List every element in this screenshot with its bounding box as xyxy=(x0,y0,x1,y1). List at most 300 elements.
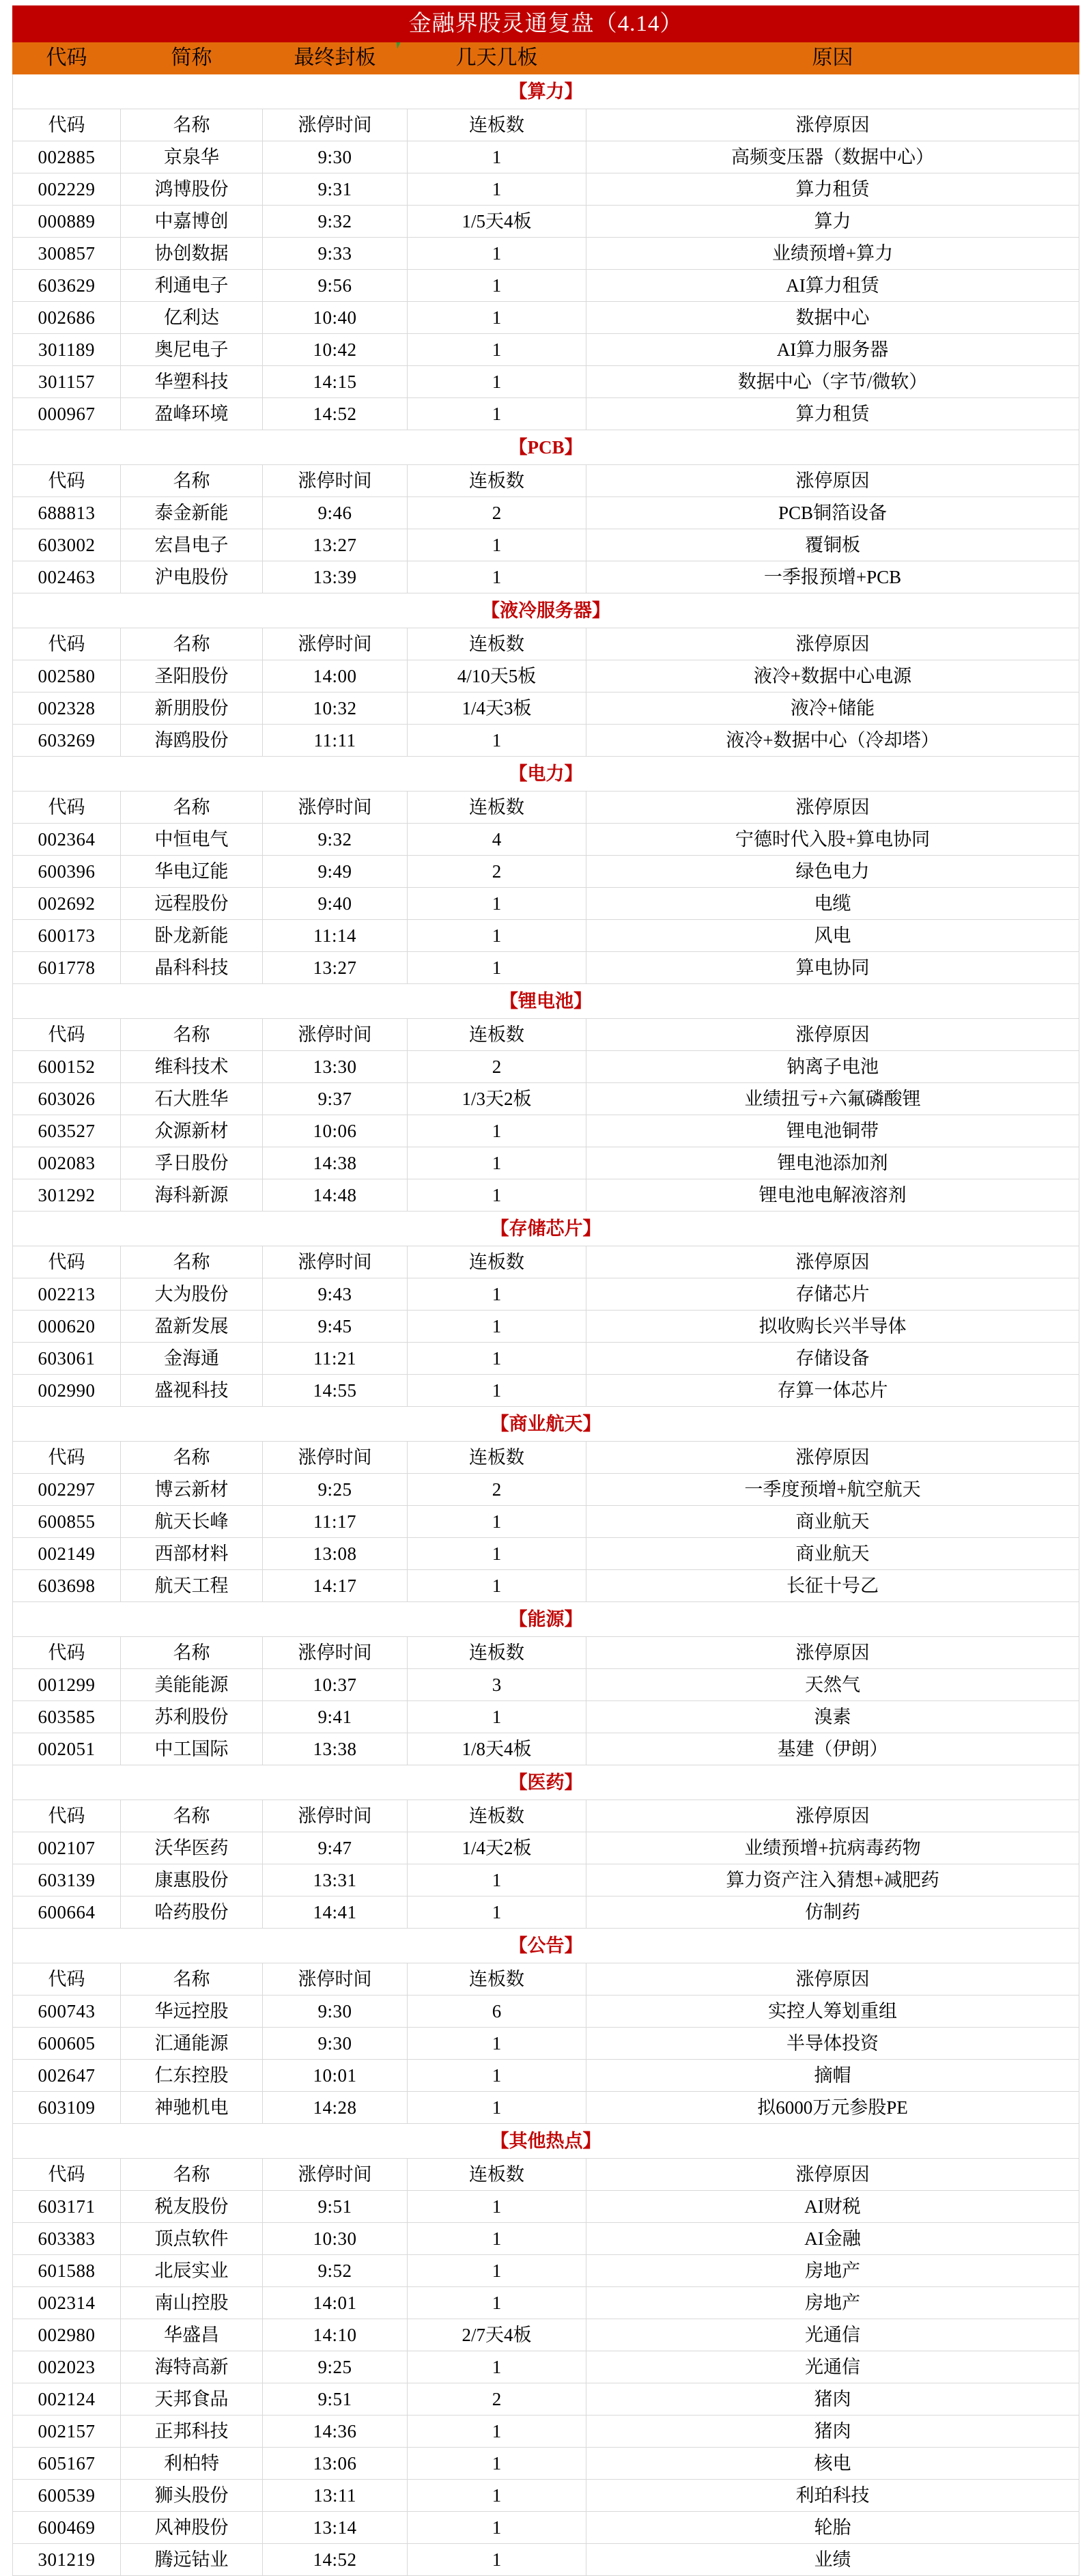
subheader-name: 名称 xyxy=(121,1963,263,1996)
subheader-reason: 涨停原因 xyxy=(586,2159,1079,2191)
table-row[interactable] xyxy=(13,366,1079,398)
section-title: 【锂电池】 xyxy=(13,984,1079,1019)
table-row[interactable] xyxy=(13,2351,1079,2383)
stock-name: 沪电股份 xyxy=(121,561,263,593)
limit-up-reason: 一季度预增+航空航天 xyxy=(586,1474,1079,1506)
green-flag-icon xyxy=(396,42,403,49)
consecutive-boards: 1 xyxy=(408,1179,586,1212)
limit-up-reason: 猪肉 xyxy=(586,2416,1079,2448)
stock-code: 002647 xyxy=(13,2060,121,2092)
table-row[interactable] xyxy=(13,1864,1079,1896)
limit-up-time: 14:10 xyxy=(263,2319,408,2351)
stock-name: 美能能源 xyxy=(121,1669,263,1701)
consecutive-boards: 1 xyxy=(408,888,586,920)
stock-code: 002980 xyxy=(13,2319,121,2351)
table-row[interactable] xyxy=(13,1278,1079,1311)
consecutive-boards: 1 xyxy=(408,270,586,302)
limit-up-time: 14:52 xyxy=(263,398,408,430)
table-row[interactable] xyxy=(13,206,1079,238)
limit-up-reason: 利珀科技 xyxy=(586,2480,1079,2512)
table-row[interactable] xyxy=(13,2480,1079,2512)
table-row[interactable] xyxy=(13,888,1079,920)
table-row[interactable] xyxy=(13,1832,1079,1864)
subheader-streak: 连板数 xyxy=(408,465,586,497)
consecutive-boards: 1 xyxy=(408,2060,586,2092)
stock-name: 宏昌电子 xyxy=(121,529,263,561)
limit-up-reason: 覆铜板 xyxy=(586,529,1079,561)
consecutive-boards: 1 xyxy=(408,2544,586,2576)
stock-code: 002990 xyxy=(13,1375,121,1407)
table-row[interactable] xyxy=(13,1669,1079,1701)
stock-name: 金海通 xyxy=(121,1343,263,1375)
table-row[interactable] xyxy=(13,1083,1079,1115)
table-row[interactable] xyxy=(13,2287,1079,2319)
limit-up-time: 9:32 xyxy=(263,824,408,856)
consecutive-boards: 1 xyxy=(408,1115,586,1147)
table-row[interactable] xyxy=(13,1179,1079,1212)
stock-name: 哈药股份 xyxy=(121,1896,263,1929)
stock-name: 华电辽能 xyxy=(121,856,263,888)
table-row[interactable] xyxy=(13,1343,1079,1375)
limit-up-time: 13:06 xyxy=(263,2448,408,2480)
stock-name: 腾远钴业 xyxy=(121,2544,263,2576)
consecutive-boards: 1 xyxy=(408,334,586,366)
consecutive-boards: 2 xyxy=(408,497,586,529)
subheader-reason: 涨停原因 xyxy=(586,109,1079,141)
table-row[interactable] xyxy=(13,561,1079,593)
stock-code: 603698 xyxy=(13,1570,121,1602)
section-subheader-row xyxy=(13,792,1079,824)
table-row[interactable] xyxy=(13,2191,1079,2223)
stock-code: 000889 xyxy=(13,206,121,238)
stock-name: 泰金新能 xyxy=(121,497,263,529)
subheader-name: 名称 xyxy=(121,1637,263,1669)
limit-up-reason: 一季报预增+PCB xyxy=(586,561,1079,593)
subheader-streak: 连板数 xyxy=(408,109,586,141)
limit-up-time: 10:37 xyxy=(263,1669,408,1701)
limit-up-time: 11:17 xyxy=(263,1506,408,1538)
limit-up-time: 9:43 xyxy=(263,1278,408,1311)
limit-up-time: 14:17 xyxy=(263,1570,408,1602)
section-subheader-row xyxy=(13,628,1079,660)
stock-name: 西部材料 xyxy=(121,1538,263,1570)
subheader-streak: 连板数 xyxy=(408,1246,586,1278)
stock-name: 中工国际 xyxy=(121,1733,263,1765)
section-title-row xyxy=(13,1765,1079,1800)
subheader-code: 代码 xyxy=(13,1246,121,1278)
limit-up-reason: 实控人筹划重组 xyxy=(586,1996,1079,2028)
limit-up-reason: 光通信 xyxy=(586,2319,1079,2351)
limit-up-reason: 房地产 xyxy=(586,2287,1079,2319)
stock-name: 航天长峰 xyxy=(121,1506,263,1538)
limit-up-time: 9:41 xyxy=(263,1701,408,1733)
section-subheader-row xyxy=(13,1246,1079,1278)
stock-code: 002692 xyxy=(13,888,121,920)
subheader-streak: 连板数 xyxy=(408,1637,586,1669)
consecutive-boards: 1 xyxy=(408,529,586,561)
stock-name: 京泉华 xyxy=(121,141,263,173)
master-header-row xyxy=(13,42,1079,74)
consecutive-boards: 1 xyxy=(408,366,586,398)
subheader-reason: 涨停原因 xyxy=(586,792,1079,824)
table-row[interactable] xyxy=(13,529,1079,561)
table-row[interactable] xyxy=(13,1996,1079,2028)
consecutive-boards: 1 xyxy=(408,2028,586,2060)
subheader-time: 涨停时间 xyxy=(263,465,408,497)
limit-up-time: 14:28 xyxy=(263,2092,408,2124)
limit-up-reason: 算电协同 xyxy=(586,952,1079,984)
table-row[interactable] xyxy=(13,692,1079,725)
table-row[interactable] xyxy=(13,2255,1079,2287)
limit-up-reason: 商业航天 xyxy=(586,1506,1079,1538)
table-row[interactable] xyxy=(13,1375,1079,1407)
subheader-code: 代码 xyxy=(13,1963,121,1996)
consecutive-boards: 1 xyxy=(408,1538,586,1570)
table-row[interactable] xyxy=(13,2383,1079,2416)
limit-up-time: 10:32 xyxy=(263,692,408,725)
section-subheader-row xyxy=(13,109,1079,141)
limit-up-time: 9:33 xyxy=(263,238,408,270)
stock-name: 航天工程 xyxy=(121,1570,263,1602)
stock-code: 000967 xyxy=(13,398,121,430)
table-row[interactable] xyxy=(13,2416,1079,2448)
consecutive-boards: 3 xyxy=(408,1669,586,1701)
stock-code: 002364 xyxy=(13,824,121,856)
table-row[interactable] xyxy=(13,725,1079,757)
stock-name: 孚日股份 xyxy=(121,1147,263,1179)
table-row[interactable] xyxy=(13,497,1079,529)
consecutive-boards: 1 xyxy=(408,1570,586,1602)
section-title-row xyxy=(13,2124,1079,2159)
limit-up-time: 13:08 xyxy=(263,1538,408,1570)
stock-code: 600152 xyxy=(13,1051,121,1083)
consecutive-boards: 1 xyxy=(408,952,586,984)
table-row[interactable] xyxy=(13,334,1079,366)
subheader-time: 涨停时间 xyxy=(263,628,408,660)
subheader-code: 代码 xyxy=(13,792,121,824)
section-title-row xyxy=(13,1212,1079,1246)
stock-code: 002229 xyxy=(13,173,121,206)
stock-name: 晶科科技 xyxy=(121,952,263,984)
limit-up-time: 9:46 xyxy=(263,497,408,529)
limit-up-reason: 商业航天 xyxy=(586,1538,1079,1570)
consecutive-boards: 1 xyxy=(408,725,586,757)
limit-up-reason: 业绩 xyxy=(586,2544,1079,2576)
limit-up-reason: 光通信 xyxy=(586,2351,1079,2383)
consecutive-boards: 1 xyxy=(408,2287,586,2319)
limit-up-time: 10:30 xyxy=(263,2223,408,2255)
limit-up-time: 9:56 xyxy=(263,270,408,302)
section-title: 【其他热点】 xyxy=(13,2124,1079,2159)
limit-up-time: 14:15 xyxy=(263,366,408,398)
section-title: 【电力】 xyxy=(13,757,1079,792)
limit-up-reason: 液冷+储能 xyxy=(586,692,1079,725)
table-row[interactable] xyxy=(13,2092,1079,2124)
stock-code: 600605 xyxy=(13,2028,121,2060)
stock-name: 华塑科技 xyxy=(121,366,263,398)
table-row[interactable] xyxy=(13,1896,1079,1929)
stock-code: 603269 xyxy=(13,725,121,757)
subheader-reason: 涨停原因 xyxy=(586,1019,1079,1051)
subheader-time: 涨停时间 xyxy=(263,1442,408,1474)
stock-name: 康惠股份 xyxy=(121,1864,263,1896)
stock-code: 002213 xyxy=(13,1278,121,1311)
table-row[interactable] xyxy=(13,1147,1079,1179)
limit-up-reason: AI金融 xyxy=(586,2223,1079,2255)
stock-name: 盈新发展 xyxy=(121,1311,263,1343)
stock-code: 301219 xyxy=(13,2544,121,2576)
subheader-name: 名称 xyxy=(121,1246,263,1278)
stock-code: 603139 xyxy=(13,1864,121,1896)
subheader-code: 代码 xyxy=(13,2159,121,2191)
consecutive-boards: 2 xyxy=(408,856,586,888)
limit-up-reason: 锂电池铜带 xyxy=(586,1115,1079,1147)
section-subheader-row xyxy=(13,1637,1079,1669)
stock-code: 600743 xyxy=(13,1996,121,2028)
subheader-code: 代码 xyxy=(13,1442,121,1474)
stock-name: 仁东控股 xyxy=(121,2060,263,2092)
section-subheader-row xyxy=(13,1019,1079,1051)
consecutive-boards: 2 xyxy=(408,2383,586,2416)
limit-up-time: 13:27 xyxy=(263,952,408,984)
subheader-name: 名称 xyxy=(121,628,263,660)
stock-name: 苏利股份 xyxy=(121,1701,263,1733)
table-row[interactable] xyxy=(13,1701,1079,1733)
subheader-time: 涨停时间 xyxy=(263,1963,408,1996)
consecutive-boards: 1 xyxy=(408,561,586,593)
limit-up-time: 9:31 xyxy=(263,173,408,206)
limit-up-reason: 存储芯片 xyxy=(586,1278,1079,1311)
stock-code: 301189 xyxy=(13,334,121,366)
limit-up-time: 14:41 xyxy=(263,1896,408,1929)
consecutive-boards: 1 xyxy=(408,398,586,430)
subheader-reason: 涨停原因 xyxy=(586,628,1079,660)
table-row[interactable] xyxy=(13,1051,1079,1083)
stock-code: 301292 xyxy=(13,1179,121,1212)
consecutive-boards: 1 xyxy=(408,2416,586,2448)
table-row[interactable] xyxy=(13,1538,1079,1570)
section-title-row xyxy=(13,1407,1079,1442)
limit-up-reason: 拟6000万元参股PE xyxy=(586,2092,1079,2124)
subheader-streak: 连板数 xyxy=(408,1442,586,1474)
limit-up-reason: AI算力服务器 xyxy=(586,334,1079,366)
table-row[interactable] xyxy=(13,173,1079,206)
stock-name: 税友股份 xyxy=(121,2191,263,2223)
limit-up-time: 9:45 xyxy=(263,1311,408,1343)
subheader-name: 名称 xyxy=(121,465,263,497)
sheet-title-row xyxy=(13,6,1079,42)
stock-code: 002124 xyxy=(13,2383,121,2416)
table-row[interactable] xyxy=(13,398,1079,430)
stock-code: 600855 xyxy=(13,1506,121,1538)
subheader-code: 代码 xyxy=(13,465,121,497)
consecutive-boards: 4 xyxy=(408,824,586,856)
section-title-row xyxy=(13,430,1079,465)
table-row[interactable] xyxy=(13,1474,1079,1506)
consecutive-boards: 1 xyxy=(408,920,586,952)
subheader-name: 名称 xyxy=(121,792,263,824)
limit-up-reason: 轮胎 xyxy=(586,2512,1079,2544)
table-row[interactable] xyxy=(13,238,1079,270)
limit-up-time: 14:36 xyxy=(263,2416,408,2448)
stock-code: 002297 xyxy=(13,1474,121,1506)
limit-up-time: 9:47 xyxy=(263,1832,408,1864)
stock-code: 601588 xyxy=(13,2255,121,2287)
subheader-reason: 涨停原因 xyxy=(586,465,1079,497)
stock-code: 603629 xyxy=(13,270,121,302)
limit-up-reason: 天然气 xyxy=(586,1669,1079,1701)
consecutive-boards: 2 xyxy=(408,1474,586,1506)
section-subheader-row xyxy=(13,2159,1079,2191)
stock-code: 301157 xyxy=(13,366,121,398)
table-row[interactable] xyxy=(13,952,1079,984)
stock-code: 688813 xyxy=(13,497,121,529)
table-row[interactable] xyxy=(13,141,1079,173)
table-row[interactable] xyxy=(13,856,1079,888)
limit-up-time: 13:31 xyxy=(263,1864,408,1896)
table-row[interactable] xyxy=(13,2512,1079,2544)
limit-up-time: 9:52 xyxy=(263,2255,408,2287)
table-row[interactable] xyxy=(13,2319,1079,2351)
master-header-reason: 原因 xyxy=(586,42,1079,74)
subheader-streak: 连板数 xyxy=(408,2159,586,2191)
limit-up-time: 9:32 xyxy=(263,206,408,238)
subheader-reason: 涨停原因 xyxy=(586,1963,1079,1996)
limit-up-reason: 算力资产注入猜想+减肥药 xyxy=(586,1864,1079,1896)
table-row[interactable] xyxy=(13,1311,1079,1343)
table-row[interactable] xyxy=(13,2060,1079,2092)
consecutive-boards: 1/4天3板 xyxy=(408,692,586,725)
stock-code: 300857 xyxy=(13,238,121,270)
consecutive-boards: 1 xyxy=(408,2351,586,2383)
limit-up-time: 9:51 xyxy=(263,2191,408,2223)
stock-name: 正邦科技 xyxy=(121,2416,263,2448)
master-header-name: 简称 xyxy=(121,42,263,74)
limit-up-time: 9:30 xyxy=(263,141,408,173)
table-row[interactable] xyxy=(13,270,1079,302)
section-title-row xyxy=(13,1602,1079,1637)
stock-name: 众源新材 xyxy=(121,1115,263,1147)
stock-code: 600539 xyxy=(13,2480,121,2512)
limit-up-time: 9:49 xyxy=(263,856,408,888)
stock-name: 狮头股份 xyxy=(121,2480,263,2512)
limit-up-time: 13:30 xyxy=(263,1051,408,1083)
stock-code: 603171 xyxy=(13,2191,121,2223)
stock-code: 603585 xyxy=(13,1701,121,1733)
limit-up-reason: 绿色电力 xyxy=(586,856,1079,888)
stock-code: 002023 xyxy=(13,2351,121,2383)
subheader-code: 代码 xyxy=(13,1637,121,1669)
stock-name: 奥尼电子 xyxy=(121,334,263,366)
limit-up-reason: 宁德时代入股+算电协同 xyxy=(586,824,1079,856)
consecutive-boards: 1 xyxy=(408,2512,586,2544)
stock-name: 风神股份 xyxy=(121,2512,263,2544)
consecutive-boards: 1/8天4板 xyxy=(408,1733,586,1765)
consecutive-boards: 1 xyxy=(408,1375,586,1407)
subheader-streak: 连板数 xyxy=(408,628,586,660)
subheader-name: 名称 xyxy=(121,1019,263,1051)
limit-up-time: 9:51 xyxy=(263,2383,408,2416)
consecutive-boards: 1 xyxy=(408,2191,586,2223)
limit-up-reason: 拟收购长兴半导体 xyxy=(586,1311,1079,1343)
subheader-code: 代码 xyxy=(13,1800,121,1832)
stock-name: 中嘉博创 xyxy=(121,206,263,238)
limit-up-time: 11:11 xyxy=(263,725,408,757)
limit-up-reason: 算力租赁 xyxy=(586,173,1079,206)
section-title-row xyxy=(13,757,1079,792)
stock-code: 605167 xyxy=(13,2448,121,2480)
limit-up-reason: 长征十号乙 xyxy=(586,1570,1079,1602)
stock-code: 002686 xyxy=(13,302,121,334)
stock-name: 沃华医药 xyxy=(121,1832,263,1864)
table-row[interactable] xyxy=(13,1115,1079,1147)
stock-name: 华远控股 xyxy=(121,1996,263,2028)
consecutive-boards: 2 xyxy=(408,1051,586,1083)
subheader-code: 代码 xyxy=(13,109,121,141)
table-row[interactable] xyxy=(13,1506,1079,1538)
table-row[interactable] xyxy=(13,660,1079,692)
table-row[interactable] xyxy=(13,2544,1079,2576)
table-row[interactable] xyxy=(13,824,1079,856)
limit-up-reason: 钠离子电池 xyxy=(586,1051,1079,1083)
stock-name: 新朋股份 xyxy=(121,692,263,725)
limit-up-reason: 摘帽 xyxy=(586,2060,1079,2092)
consecutive-boards: 1 xyxy=(408,238,586,270)
subheader-streak: 连板数 xyxy=(408,1019,586,1051)
consecutive-boards: 1/3天2板 xyxy=(408,1083,586,1115)
section-title-row xyxy=(13,593,1079,628)
limit-up-time: 14:52 xyxy=(263,2544,408,2576)
subheader-time: 涨停时间 xyxy=(263,1637,408,1669)
table-row[interactable] xyxy=(13,302,1079,334)
section-subheader-row xyxy=(13,1963,1079,1996)
limit-up-time: 13:38 xyxy=(263,1733,408,1765)
stock-name: 利通电子 xyxy=(121,270,263,302)
section-title: 【医药】 xyxy=(13,1765,1079,1800)
table-row[interactable] xyxy=(13,1570,1079,1602)
stock-name: 神驰机电 xyxy=(121,2092,263,2124)
table-row[interactable] xyxy=(13,2448,1079,2480)
master-header-days-boards: 几天几板 xyxy=(408,42,586,74)
subheader-name: 名称 xyxy=(121,1442,263,1474)
section-title: 【PCB】 xyxy=(13,430,1079,465)
stock-name: 海科新源 xyxy=(121,1179,263,1212)
stock-code: 603527 xyxy=(13,1115,121,1147)
limit-up-time: 13:27 xyxy=(263,529,408,561)
consecutive-boards: 1 xyxy=(408,2448,586,2480)
subheader-reason: 涨停原因 xyxy=(586,1800,1079,1832)
subheader-reason: 涨停原因 xyxy=(586,1246,1079,1278)
stock-limit-up-table xyxy=(12,5,1079,2576)
table-row[interactable] xyxy=(13,1733,1079,1765)
section-title: 【存储芯片】 xyxy=(13,1212,1079,1246)
limit-up-reason: 锂电池电解液溶剂 xyxy=(586,1179,1079,1212)
master-header-code: 代码 xyxy=(13,42,121,74)
subheader-time: 涨停时间 xyxy=(263,109,408,141)
table-row[interactable] xyxy=(13,2028,1079,2060)
table-row[interactable] xyxy=(13,920,1079,952)
consecutive-boards: 4/10天5板 xyxy=(408,660,586,692)
stock-name: 亿利达 xyxy=(121,302,263,334)
limit-up-time: 10:40 xyxy=(263,302,408,334)
stock-name: 顶点软件 xyxy=(121,2223,263,2255)
limit-up-reason: 业绩预增+算力 xyxy=(586,238,1079,270)
limit-up-time: 13:14 xyxy=(263,2512,408,2544)
limit-up-reason: 溴素 xyxy=(586,1701,1079,1733)
table-row[interactable] xyxy=(13,2223,1079,2255)
stock-code: 002580 xyxy=(13,660,121,692)
limit-up-time: 14:38 xyxy=(263,1147,408,1179)
